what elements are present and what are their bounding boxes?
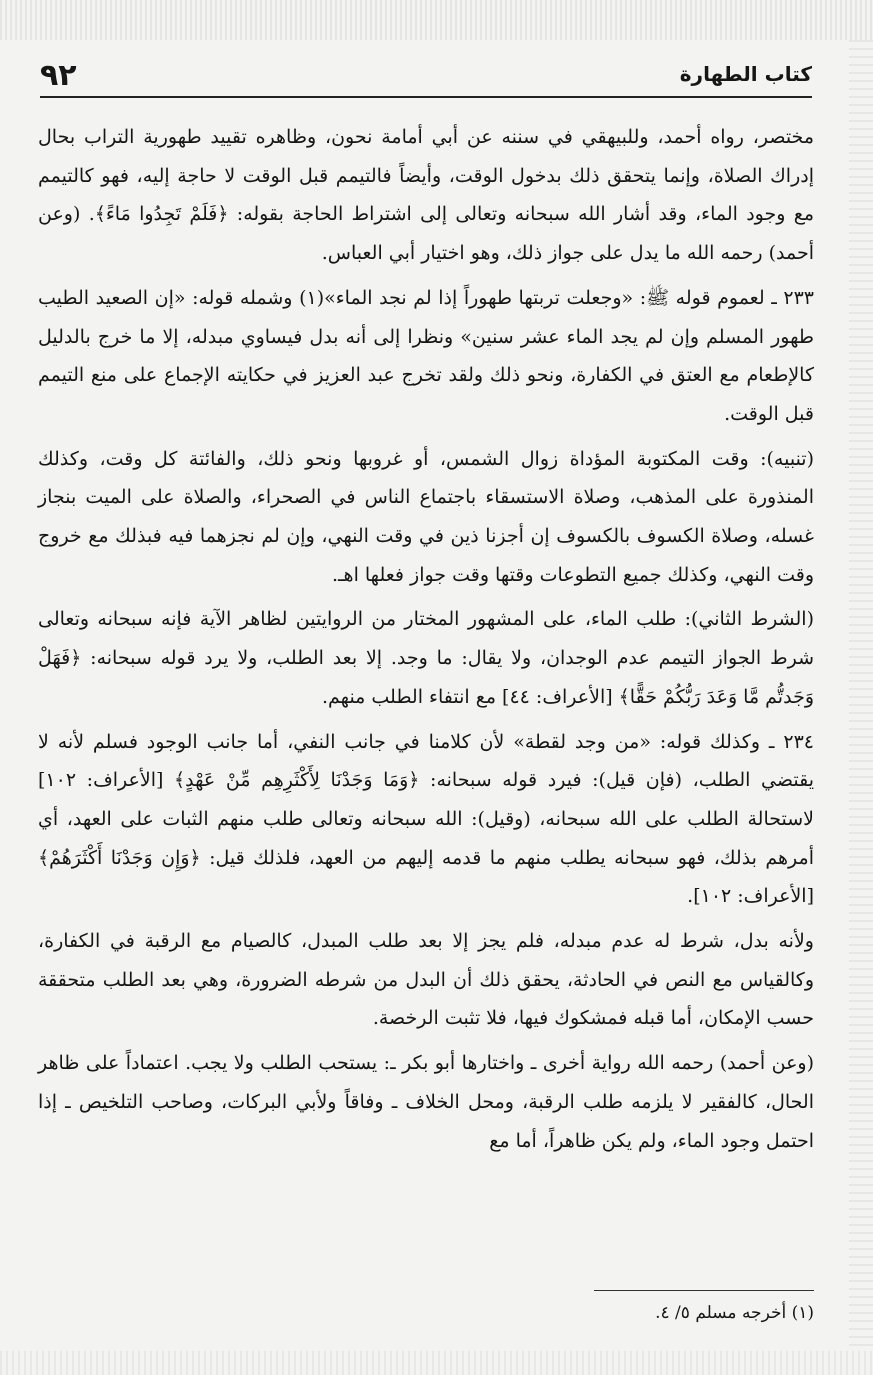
paragraph-1: مختصر، رواه أحمد، وللبيهقي في سننه عن أبي أمامة نحون، وظاهره تقييد طهورية التراب بحال إدراك الصلاة، وإنما يتحقق ذلك بدخول الوقت، وأيضاً فالتيمم قبل الوقت لا حاجة إليه، فهو كالتيمم مع وجود الماء، وقد أشار الله سبحانه وتعالى إلى اشتراط الحاجة بقوله: ﴿فَلَمْ تَجِدُوا مَاءً﴾. (وعن أحمد) رحمه الله ما يدل على جواز ذلك، وهو اختيار أبي العباس.	[38, 126, 814, 265]
scan-noise-bottom	[0, 1351, 873, 1375]
paragraph-2: ٢٣٣ ـ لعموم قوله ﷺ: «وجعلت تربتها طهوراً إذا لم نجد الماء»(١) وشمله قوله: «إن الصعيد الطيب طهور المسلم وإن لم يجد الماء عشر سنين» ونظرا إلى أنه بدل فيساوي مبدله، إلا ما خرج بالدليل كالإطعام مع العتق في الكفارة، ونحو ذلك ولقد تخرج عبد العزيز في حكايته الإجماع على منع التيمم قبل الوقت.	[38, 286, 814, 425]
paragraph-4: (الشرط الثاني): طلب الماء، على المشهور المختار من الروايتين لظاهر الآية فإنه سبحانه وتعالى شرط الجواز التيمم عدم الوجدان، ولا يقال: ما وجد. إلا بعد الطلب، ولا يرد قوله سبحانه: ﴿فَهَلْ وَجَدتُّم مَّا وَعَدَ رَبُّكُمْ حَقًّا﴾ [الأعراف: ٤٤] مع انتفاء الطلب منهم.	[38, 608, 814, 708]
paragraph-6: ولأنه بدل، شرط له عدم مبدله، فلم يجز إلا بعد طلب المبدل، كالصيام مع الرقبة في الكفارة، وكالقياس مع النص في الحادثة، يحقق ذلك أن البدل من شرطه الضرورة، وهي بعد الطلب متحققة حسب الإمكان، أما قبله فمشكوك فيها، فلا تثبت الرخصة.	[38, 930, 814, 1030]
main-text	[38, 118, 814, 1166]
scan-noise-top	[0, 0, 873, 40]
paragraph-7: (وعن أحمد) رحمه الله رواية أخرى ـ واختارها أبو بكر ـ: يستحب الطلب ولا يجب. اعتماداً على ظاهر الحال، كالفقير لا يلزمه طلب الرقبة، ومحل الخلاف ـ وفاقاً ولأبي البركات، وصاحب التلخيص ـ إذا احتمل وجود الماء، ولم يكن ظاهراً، أما مع	[38, 1052, 814, 1152]
page-number: ٩٢	[40, 58, 77, 93]
running-title: كتاب الطهارة	[679, 62, 812, 86]
page-header	[40, 56, 812, 98]
footnote: (١) أخرجه مسلم ٥/ ٤.	[655, 1303, 814, 1323]
scan-noise-right	[849, 40, 873, 1350]
paragraph-5: ٢٣٤ ـ وكذلك قوله: «من وجد لقطة» لأن كلامنا في جانب النفي، أما جانب الوجود فسلم لأنه لا يقتضي الطلب، (فإن قيل): فيرد قوله سبحانه: ﴿وَمَا وَجَدْنَا لِأَكْثَرِهِم مِّنْ عَهْدٍ﴾ [الأعراف: ١٠٢] لاستحالة الطلب على الله سبحانه، (وقيل): الله سبحانه وتعالى طلب منهم الثبات على العهد، أي أمرهم بذلك، فهو سبحانه يطلب منهم ما قدمه إليهم من العهد، فلذلك قيل: ﴿وَإِن وَجَدْنَا أَكْثَرَهُمْ﴾ [الأعراف: ١٠٢].	[38, 730, 814, 908]
paragraph-3: (تنبيه): وقت المكتوبة المؤداة زوال الشمس، أو غروبها ونحو ذلك، والفائتة كل وقت، وكذلك المنذورة على المذهب، وصلاة الاستسقاء باجتماع الناس في الصحراء، والصلاة على الميت بنجاز غسله، وصلاة الكسوف بالكسوف إن أجزنا ذين في وقت النهي، وإن لم نجزهما فيه فبذلك مع خروج وقت النهي، وكذلك جميع التطوعات وقتها وقت جواز فعلها اهـ.	[38, 447, 814, 586]
footnote-separator	[594, 1290, 814, 1291]
